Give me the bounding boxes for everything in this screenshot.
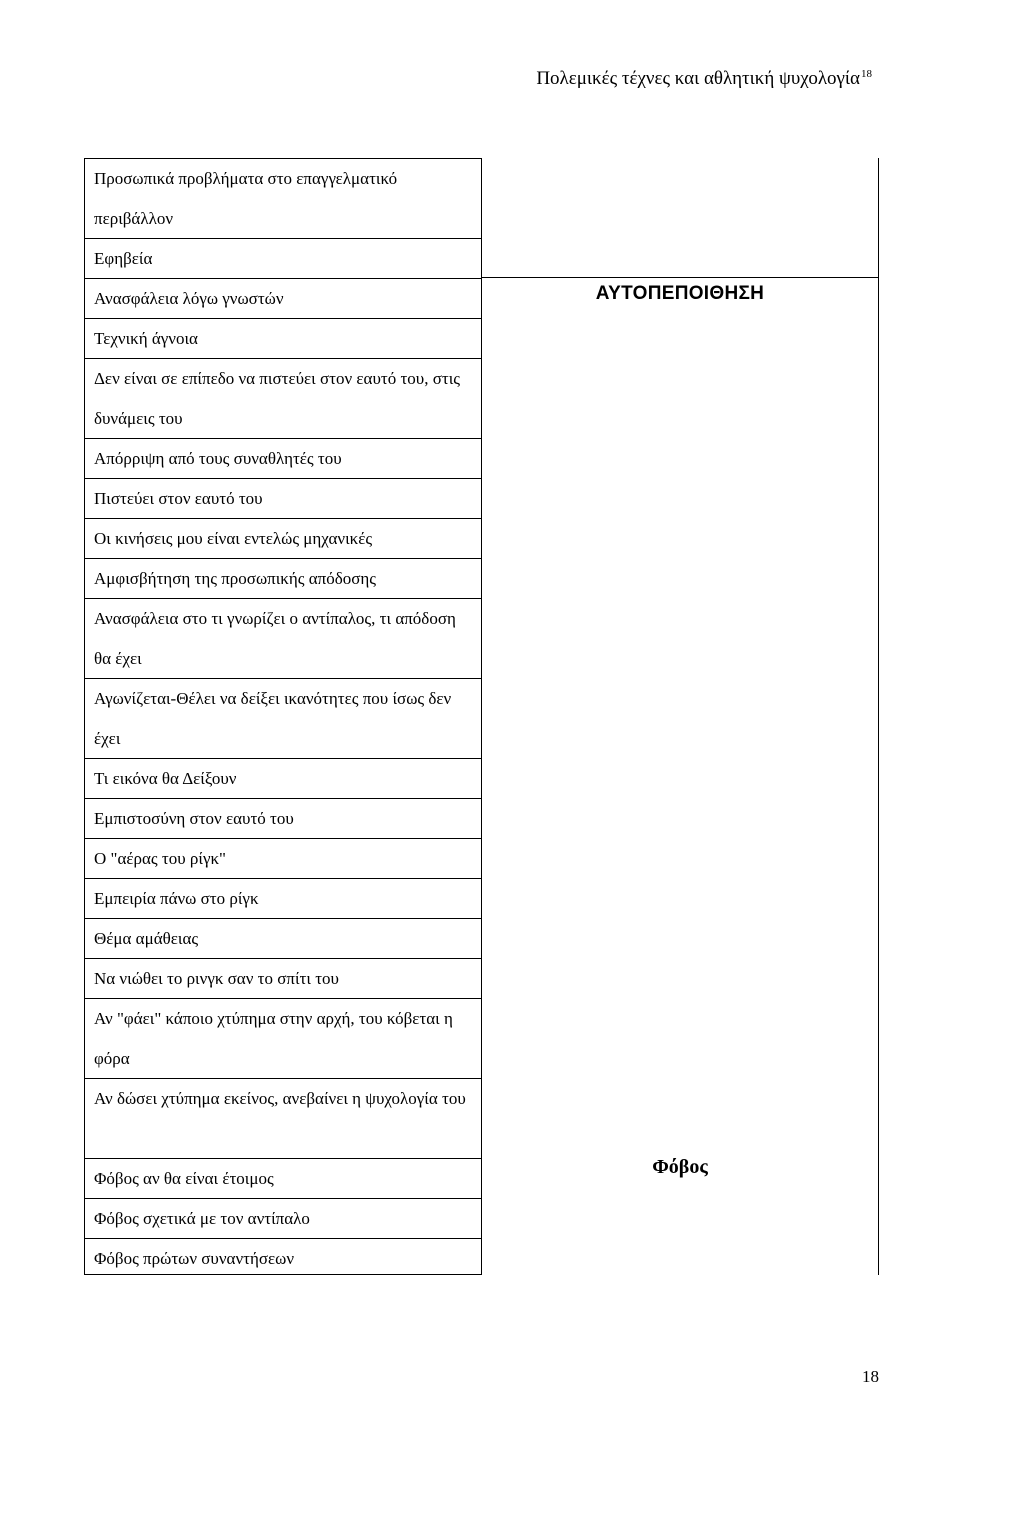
table-row: Θέμα αμάθειας bbox=[85, 919, 481, 959]
table-row: Φόβος σχετικά με τον αντίπαλο bbox=[85, 1199, 481, 1239]
table-border-right bbox=[878, 158, 879, 1275]
statements-column bbox=[85, 159, 481, 1278]
table-row: Ο "αέρας του ρίγκ" bbox=[85, 839, 481, 879]
table-row: Αν δώσει χτύπημα εκείνος, ανεβαίνει η ψυχολογία του bbox=[85, 1079, 481, 1159]
table-column-divider bbox=[481, 158, 482, 1275]
table-row: Εμπιστοσύνη στον εαυτό του bbox=[85, 799, 481, 839]
table-row: Φόβος αν θα είναι έτοιμος bbox=[85, 1159, 481, 1199]
table-row: Οι κινήσεις μου είναι εντελώς μηχανικές bbox=[85, 519, 481, 559]
right-column-rule bbox=[482, 277, 879, 278]
table-row: Δεν είναι σε επίπεδο να πιστεύει στον εαυτό του, στις δυνάμεις του bbox=[85, 359, 481, 439]
table-row: Ανασφάλεια στο τι γνωρίζει ο αντίπαλος, τι απόδοση θα έχει bbox=[85, 599, 481, 679]
table-row: Ανασφάλεια λόγω γνωστών bbox=[85, 279, 481, 319]
footnote-reference: 18 bbox=[861, 68, 872, 80]
table-row: Αν "φάει" κάποιο χτύπημα στην αρχή, του κόβεται η φόρα bbox=[85, 999, 481, 1079]
table-row: Εφηβεία bbox=[85, 239, 481, 279]
header-title: Πολεμικές τέχνες και αθλητική ψυχολογία bbox=[536, 68, 860, 89]
table-row: Απόρριψη από τους συναθλητές του bbox=[85, 439, 481, 479]
table-row: Αγωνίζεται-Θέλει να δείξει ικανότητες που ίσως δεν έχει bbox=[85, 679, 481, 759]
page-number: 18 bbox=[862, 1367, 879, 1386]
running-header bbox=[536, 68, 872, 90]
category-label-self-confidence: ΑΥΤΟΠΕΠΟΙΘΗΣΗ bbox=[595, 283, 765, 304]
table-row: Τεχνική άγνοια bbox=[85, 319, 481, 359]
table-row: Προσωπικά προβλήματα στο επαγγελματικό περιβάλλον bbox=[85, 159, 481, 239]
category-label-fear: Φόβος bbox=[652, 1156, 708, 1178]
table-row: Αμφισβήτηση της προσωπικής απόδοσης bbox=[85, 559, 481, 599]
table-row: Τι εικόνα θα Δείξουν bbox=[85, 759, 481, 799]
table-row: Εμπειρία πάνω στο ρίγκ bbox=[85, 879, 481, 919]
table-row: Φόβος πρώτων συναντήσεων bbox=[94, 1249, 295, 1268]
table-row: Να νιώθει το ρινγκ σαν το σπίτι του bbox=[85, 959, 481, 999]
table-row: Πιστεύει στον εαυτό του bbox=[85, 479, 481, 519]
